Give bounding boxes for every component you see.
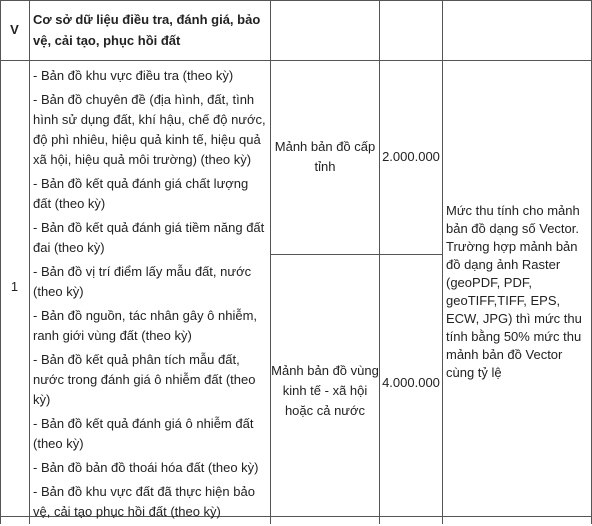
column-divider <box>379 0 380 524</box>
sheet-type-province: Mảnh bản đồ cấp tỉnh <box>274 139 376 174</box>
map-list <box>33 66 268 526</box>
list-item: - Bản đồ nguồn, tác nhân gây ô nhiễm, ranh giới vùng đất (theo kỳ) <box>33 308 258 343</box>
row-divider <box>0 60 592 61</box>
section-title: Cơ sở dữ liệu điều tra, đánh giá, bảo vệ, cải tạo, phục hồi đất <box>33 12 261 48</box>
table-border-left <box>0 0 1 524</box>
column-divider <box>29 0 30 524</box>
list-item: - Bản đồ chuyên đề (địa hình, đất, tình hình sử dụng đất, khí hậu, chế độ nước, độ phì nhiêu, hiệu quả kinh tế, hiệu quả xã hội, hiệu quả môi trường) (theo kỳ) <box>33 92 266 167</box>
list-item: - Bản đồ khu vực đất đã thực hiện bảo vệ, cải tạo phục hồi đất (theo kỳ) <box>33 484 255 519</box>
sheet-type-region: Mảnh bản đồ vùng kinh tế - xã hội hoặc cả nước <box>271 363 379 418</box>
list-item: - Bản đồ kết quả phân tích mẫu đất, nước trong đánh giá ô nhiễm đất (theo kỳ) <box>33 352 256 407</box>
list-item: - Bản đồ kết quả đánh giá tiềm năng đất đai (theo kỳ) <box>33 220 265 255</box>
list-item: - Bản đồ khu vực điều tra (theo kỳ) <box>33 68 234 83</box>
table-border-top <box>0 0 592 1</box>
subrow-divider <box>270 254 442 255</box>
fee-region: 4.000.000 <box>382 375 440 390</box>
list-item: - Bản đồ vị trí điểm lấy mẫu đất, nước (theo kỳ) <box>33 264 252 299</box>
column-divider <box>270 0 271 524</box>
list-item: - Bản đồ bản đồ thoái hóa đất (theo kỳ) <box>33 460 259 475</box>
list-item: - Bản đồ kết quả đánh giá ô nhiễm đất (theo kỳ) <box>33 416 254 451</box>
row-number: 1 <box>10 279 19 294</box>
fee-province: 2.000.000 <box>382 149 440 164</box>
column-divider <box>442 0 443 524</box>
fee-note: Mức thu tính cho mảnh bản đồ dạng số Vector. Trường hợp mảnh bản đồ dạng ảnh Raster (geoPDF, PDF, geoTIFF,TIFF, EPS, ECW, JPG) thì mức thu tính bằng 50% mức thu mảnh bản đồ Vector cùng tỷ lệ <box>446 203 582 380</box>
list-item: - Bản đồ kết quả đánh giá chất lượng đất (theo kỳ) <box>33 176 249 211</box>
section-number: V <box>10 22 19 37</box>
